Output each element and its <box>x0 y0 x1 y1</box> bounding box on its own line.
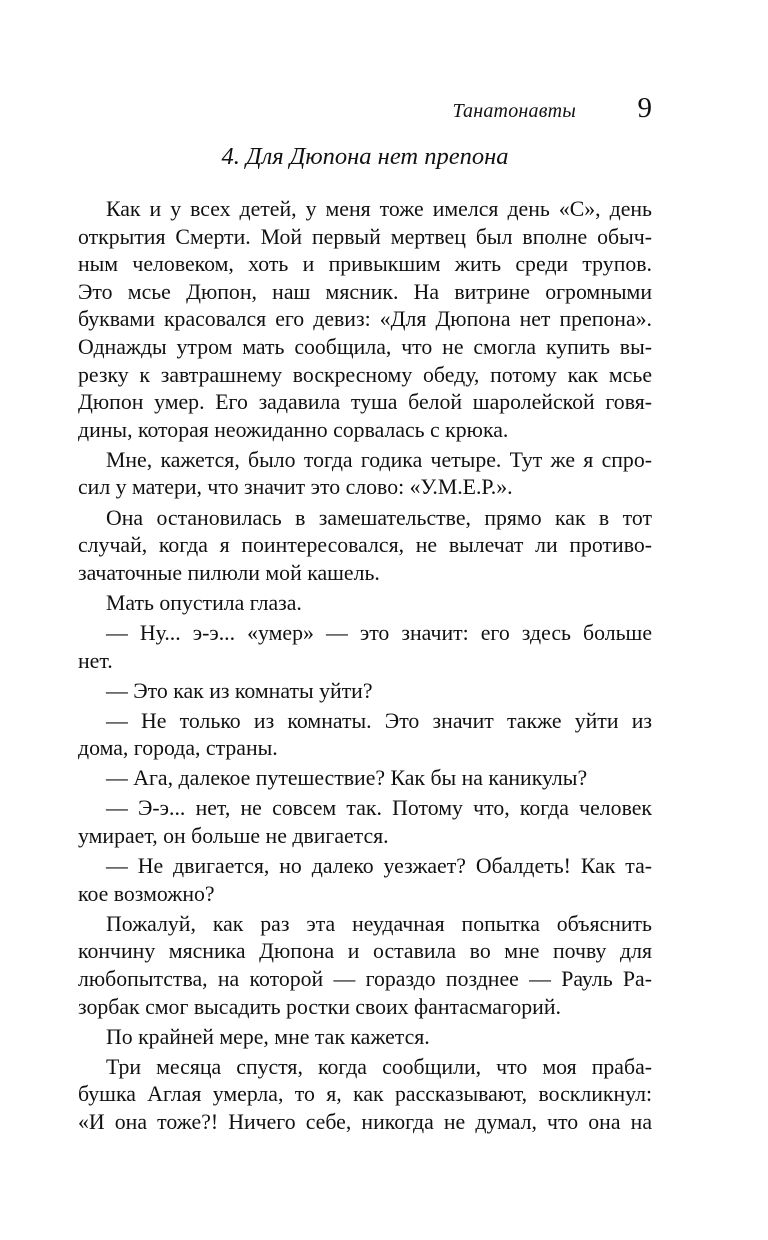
text-line: нет. <box>78 648 113 673</box>
text-line: кончину мясника Дюпона и оставила во мне почву для <box>78 939 652 964</box>
text-line: умирает, он больше не двигается. <box>78 824 389 849</box>
paragraph <box>78 505 652 588</box>
text-line: зорбак смог высадить ростки своих фантасмагорий. <box>78 994 561 1019</box>
text-line: Пожалуй, как раз эта неудачная попытка объяснить <box>106 911 652 936</box>
paragraph <box>78 678 652 706</box>
text-line: Как и у всех детей, у меня тоже имелся день «С», день <box>106 197 652 221</box>
text-line: — Не двигается, но далеко уезжает? Обалдеть! Как та- <box>106 854 652 879</box>
paragraph <box>78 795 652 850</box>
paragraph <box>78 447 652 502</box>
running-head <box>78 92 652 128</box>
page-number: 9 <box>637 92 652 124</box>
text-line: Дюпон умер. Его задавила туша белой шаролейской говя- <box>78 390 652 415</box>
paragraph <box>78 765 652 793</box>
text-line: — Не только из комнаты. Это значит также уйти из <box>106 708 652 733</box>
paragraph <box>78 196 652 444</box>
paragraph <box>78 590 652 618</box>
text-line: кое возможно? <box>78 881 215 906</box>
text-line: Мать опустила глаза. <box>106 590 302 615</box>
text-line: открытия Смерти. Мой первый мертвец был вполне обыч- <box>78 224 652 249</box>
text-line: — Это как из комнаты уйти? <box>106 678 373 703</box>
paragraph <box>78 708 652 763</box>
text-line: любопытства, на которой — гораздо позднее — Рауль Ра- <box>78 967 652 992</box>
text-line: дины, которая неожиданно сорвалась с крюка. <box>78 417 509 442</box>
paragraph <box>78 620 652 675</box>
paragraph <box>78 911 652 1021</box>
text-line: — Э-э... нет, не совсем так. Потому что, когда человек <box>106 796 652 821</box>
text-line: — Ага, далекое путешествие? Как бы на каникулы? <box>106 766 588 791</box>
text-line: Мне, кажется, было тогда годика четыре. Тут же я спро- <box>106 447 652 472</box>
text-line: Она остановилась в замешательстве, прямо как в тот <box>106 505 652 530</box>
text-line: буквами красовался его девиз: «Для Дюпона нет препона». <box>78 307 652 332</box>
paragraph <box>78 1024 652 1052</box>
paragraph <box>78 1054 652 1137</box>
text-line: «И она тоже?! Ничего себе, никогда не думал, что она на <box>78 1110 652 1134</box>
text-line: ным человеком, хоть и привыкшим жить среди трупов. <box>78 252 652 277</box>
text-line: Это мсье Дюпон, наш мясник. На витрине огромными <box>78 279 652 304</box>
chapter-title: 4. Для Дюпона нет препона <box>221 143 509 170</box>
text-line: По крайней мере, мне так кажется. <box>106 1024 430 1049</box>
text-line: Однажды утром мать сообщила, что не смогла купить вы- <box>78 334 652 359</box>
text-line: случай, когда я поинтересовался, не вылечат ли противо- <box>78 533 652 558</box>
text-line: бушка Аглая умерла, то я, как рассказывают, воскликнул: <box>78 1082 652 1107</box>
text-line: зачаточные пилюли мой кашель. <box>78 560 380 585</box>
body-text <box>78 196 652 1137</box>
running-title: Танатонавты <box>452 100 576 122</box>
text-line: дома, города, страны. <box>78 736 278 761</box>
text-line: Три месяца спустя, когда сообщили, что моя праба- <box>106 1054 652 1079</box>
text-line: — Ну... э-э... «умер» — это значит: его здесь больше <box>106 620 652 645</box>
text-line: сил у матери, что значит это слово: «У.М.Е.Р.». <box>78 475 513 500</box>
paragraph <box>78 853 652 908</box>
text-line: резку к завтрашнему воскресному обеду, потому как мсье <box>78 362 652 387</box>
